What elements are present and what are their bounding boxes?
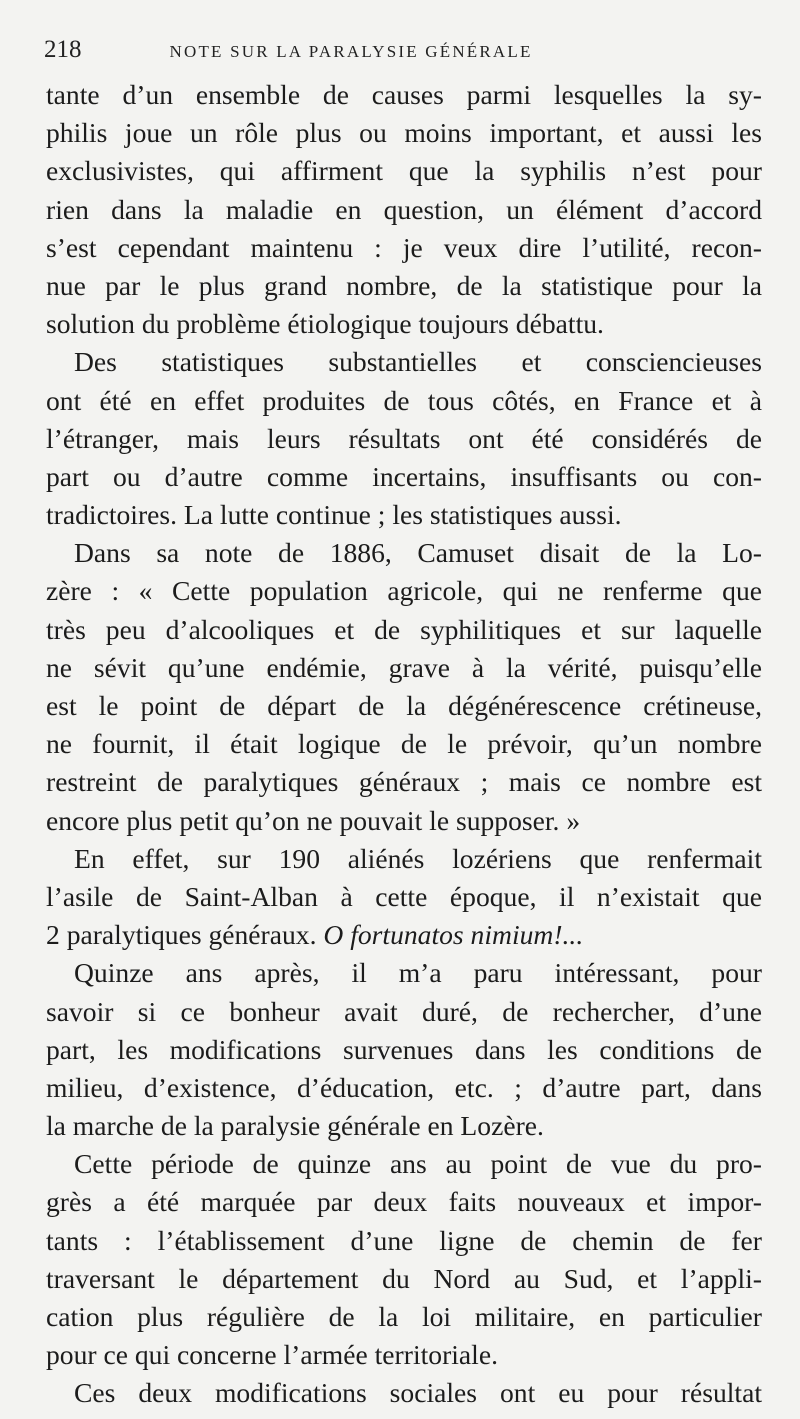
paragraph xyxy=(46,1145,762,1374)
text-line: la marche de la paralysie générale en Lozère. xyxy=(46,1110,544,1142)
text-line: pour ce qui concerne l’armée territoriale. xyxy=(46,1339,498,1371)
text-line: grès a été marquée par deux faits nouveaux et impor- xyxy=(46,1186,762,1218)
text-line: ont été en effet produites de tous côtés, en France et à xyxy=(46,384,762,416)
text-line xyxy=(46,916,762,954)
text-line: milieu, d’existence, d’éducation, etc. ; d’autre part, dans xyxy=(46,1071,762,1103)
text-line: part ou d’autre comme incertains, insuffisants ou con- xyxy=(46,460,762,492)
paragraph xyxy=(46,840,762,955)
text-line: ne sévit qu’une endémie, grave à la vérité, puisqu’elle xyxy=(46,651,762,683)
text-line: très peu d’alcooliques et de syphilitiques et sur laquelle xyxy=(46,613,762,645)
text-line: part, les modifications survenues dans les conditions de xyxy=(46,1033,762,1065)
text-line: nue par le plus grand nombre, de la statistique pour la xyxy=(46,269,762,301)
text-line: ne fournit, il était logique de le prévoir, qu’un nombre xyxy=(46,728,762,760)
text-line: exclusivistes, qui affirment que la syphilis n’est pour xyxy=(46,155,762,187)
text-line: savoir si ce bonheur avait duré, de rechercher, d’une xyxy=(46,995,762,1027)
text-line: s’est cependant maintenu : je veux dire l’utilité, recon- xyxy=(46,231,762,263)
text-line: En effet, sur 190 aliénés lozériens que renfermait xyxy=(74,842,762,874)
text-line: encore plus petit qu’on ne pouvait le supposer. » xyxy=(46,804,581,836)
text-line: Dans sa note de 1886, Camuset disait de la Lo- xyxy=(74,537,762,569)
text-line: Quinze ans après, il m’a paru intéressant, pour xyxy=(74,957,762,989)
paragraph xyxy=(46,76,762,343)
paragraph xyxy=(46,534,762,840)
text-line: traversant le département du Nord au Sud, et l’appli- xyxy=(46,1262,762,1294)
text-line: cation plus régulière de la loi militaire, en particulier xyxy=(46,1301,762,1332)
latin-quotation: O fortunatos nimium!... xyxy=(323,919,584,951)
text-line: zère : « Cette population agricole, qui ne renferme que xyxy=(46,575,762,607)
text-line: restreint de paralytiques généraux ; mais ce nombre est xyxy=(46,766,762,798)
text-line: l’étranger, mais leurs résultats ont été considérés de xyxy=(46,422,762,454)
text-line: est le point de départ de la dégénérescence crétineuse, xyxy=(46,690,762,721)
text-line: solution du problème étiologique toujours débattu. xyxy=(46,308,604,340)
text-line: Cette période de quinze ans au point de vue du pro- xyxy=(74,1148,762,1180)
text-line: l’asile de Saint-Alban à cette époque, il n’existait que xyxy=(46,880,762,912)
paragraph xyxy=(46,1374,762,1412)
text-line: Des statistiques substantielles et consciencieuses xyxy=(74,346,762,378)
text-line: Ces deux modifications sociales ont eu pour résultat xyxy=(74,1377,762,1409)
text-line: rien dans la maladie en question, un élément d’accord xyxy=(46,193,762,225)
paragraph xyxy=(46,343,762,534)
body-text xyxy=(46,76,762,1413)
text-line: tants : l’établissement d’une ligne de chemin de fer xyxy=(46,1224,762,1256)
text-run: 2 paralytiques généraux. xyxy=(46,919,324,951)
running-head xyxy=(44,36,764,76)
page-number: 218 xyxy=(44,36,82,63)
paragraph xyxy=(46,954,762,1145)
text-line: philis joue un rôle plus ou moins important, et aussi les xyxy=(46,117,762,149)
text-line: tante d’un ensemble de causes parmi lesquelles la sy- xyxy=(46,79,762,110)
running-title: NOTE SUR LA PARALYSIE GÉNÉRALE xyxy=(169,42,533,61)
text-line: tradictoires. La lutte continue ; les statistiques aussi. xyxy=(46,499,622,531)
